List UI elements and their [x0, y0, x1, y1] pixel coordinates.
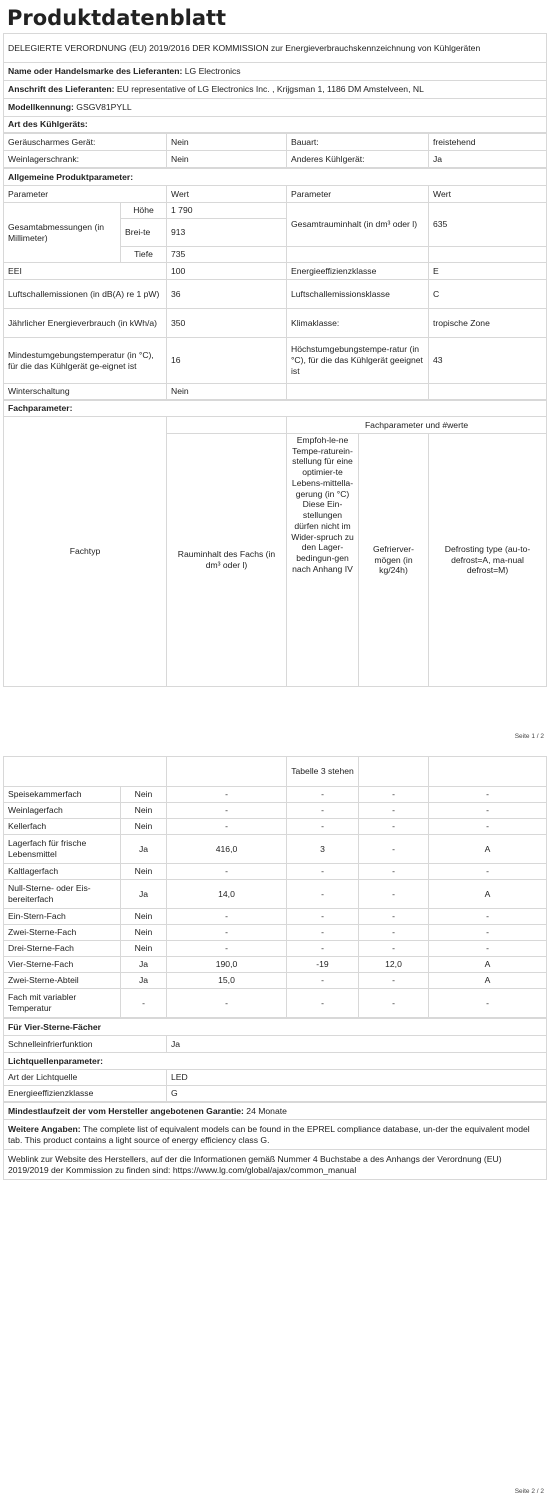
- table-row: Weinlagerfach Nein - - - -: [4, 803, 547, 819]
- appliance-type-table: [3, 133, 547, 168]
- address-row: Anschrift des Lieferanten: EU representative of LG Electronics Inc. , Krijgsman 1, 1186 DM Amstelveen, NL: [4, 81, 547, 99]
- page-2: [0, 748, 548, 1500]
- page-number: Seite 2 / 2: [514, 1488, 544, 1495]
- further-info: Weitere Angaben: The complete list of equivalent models can be found in the EPREL compliance database, un-der the equivalent model tab. This product contains a light source of energy efficiency class G.: [4, 1120, 547, 1150]
- guarantee-row: Mindestlaufzeit der vom Hersteller angebotenen Garantie: 24 Monate: [4, 1103, 547, 1120]
- general-params-table: Allgemeine Produktparameter: Parameter Wert Parameter Wert Gesamtabmessungen (in Millimeter) Höhe 1 790 Gesamtrauminhalt (in dm³ oder l) 635 Brei-te 913 Tiefe 735 EEI 100 Energieeffizienzklasse E Luftschallemissionen (in dB(A) re 1 pW) 36 Luftschallemissionsklasse C Jährlicher Energieverbrauch (in kWh/a) 350 Klimaklasse: tropische Zone Mindestumgebungstemperatur (in °C), für die das Kühlgerät ge-eignet ist 16 Höchstumgebungstempe-ratur (in °C), für die das Kühlgerät geeignet ist 43 Winterschaltung Nein: [3, 168, 547, 400]
- table-row: Lagerfach für frische Lebensmittel Ja 416,0 3 - A: [4, 835, 547, 864]
- table-row: Kellerfach Nein - - - -: [4, 819, 547, 835]
- dims-label: Gesamtabmessungen (in Millimeter): [4, 203, 121, 263]
- regulation-text: DELEGIERTE VERORDNUNG (EU) 2019/2016 DER KOMMISSION zur Energieverbrauchskennzeichnung von Kühlgeräten: [4, 34, 547, 63]
- table-row: Zwei-Sterne-Fach Nein - - - -: [4, 925, 547, 941]
- table-row: Fach mit variabler Temperatur - - - - -: [4, 989, 547, 1018]
- table-row: Speisekammerfach Nein - - - -: [4, 787, 547, 803]
- page-number: Seite 1 / 2: [514, 733, 544, 740]
- supplier-row: Name oder Handelsmarke des Lieferanten: LG Electronics: [4, 63, 547, 81]
- table-row: Geräuscharmes Gerät: Nein Bauart: freistehend: [4, 134, 547, 151]
- header-table: [3, 33, 547, 133]
- compartments-heading: Fachparameter:: [4, 401, 547, 417]
- light-heading: Lichtquellenparameter:: [4, 1053, 547, 1070]
- table-row: Null-Sterne- oder Eis-bereiterfach Ja 14,0 - - A: [4, 880, 547, 909]
- general-heading: Allgemeine Produktparameter:: [4, 169, 547, 186]
- appliance-type-heading: Art des Kühlgeräts:: [4, 117, 547, 133]
- compartment-header-table: Fachparameter: Fachtyp Fachparameter und #werte Rauminhalt des Fachs (in dm³ oder l) Empfoh-le-ne Tempe-raturein-stellung für eine optimier-te Lebens-mittella-gerung (in °C) Diese Ein-stellungen dürfen nicht im Wider-spruch zu den Lager-bedingun-gen nach Anhang IV Gefrierver-mögen (in kg/24h) Defrosting type (au-to-defrost=A, ma-nual defrost=M): [3, 400, 547, 687]
- document-title: Produktdatenblatt: [7, 6, 227, 30]
- four-star-heading: Für Vier-Sterne-Fächer: [4, 1019, 547, 1036]
- table-row: Kaltlagerfach Nein - - - -: [4, 864, 547, 880]
- four-star-table: Für Vier-Sterne-Fächer Schnelleinfrierfunktion Ja Lichtquellenparameter: Art der Lichtquelle LED Energieeffizienzklasse G: [3, 1018, 547, 1102]
- model-row: Modellkennung: GSGV81PYLL: [4, 99, 547, 117]
- table-row: Zwei-Sterne-Abteil Ja 15,0 - - A: [4, 973, 547, 989]
- table-row: Ein-Stern-Fach Nein - - - -: [4, 909, 547, 925]
- table-row: Drei-Sterne-Fach Nein - - - -: [4, 941, 547, 957]
- footer-table: [3, 1102, 547, 1180]
- table-row: Vier-Sterne-Fach Ja 190,0 -19 12,0 A: [4, 957, 547, 973]
- table-row: Weinlagerschrank: Nein Anderes Kühlgerät: Ja: [4, 151, 547, 168]
- weblink-text: Weblink zur Website des Herstellers, auf der die Informationen gemäß Nummer 4 Buchstabe a des Anhangs der Verordnung (EU) 2019/2019 der Kommission zu finden sind: https://www.lg.com/global/ajax/common_manual: [4, 1150, 547, 1180]
- page-1: [0, 0, 548, 745]
- compartment-table: Tabelle 3 stehen Speisekammerfach Nein - - - - Weinlagerfach Nein - - - - Kellerfach Nein - - - - Lagerfach für frische Lebensmittel Ja 416,0 3 - A Kaltlagerfach Nein - - - - Null-Sterne- oder Eis-bereiterfach Ja 14,0 - - A Ein-Stern-Fach Nein - - - - Zwei-Sterne-Fach Nein - - - - Drei-Sterne-Fach Nein - - - - Vier-Sterne-Fach Ja 190,0 -19 12,0 A Zwei-Sterne-Abteil Ja 15,0 - - A Fach mit variabler Temperatur - - - - -: [3, 756, 547, 1018]
